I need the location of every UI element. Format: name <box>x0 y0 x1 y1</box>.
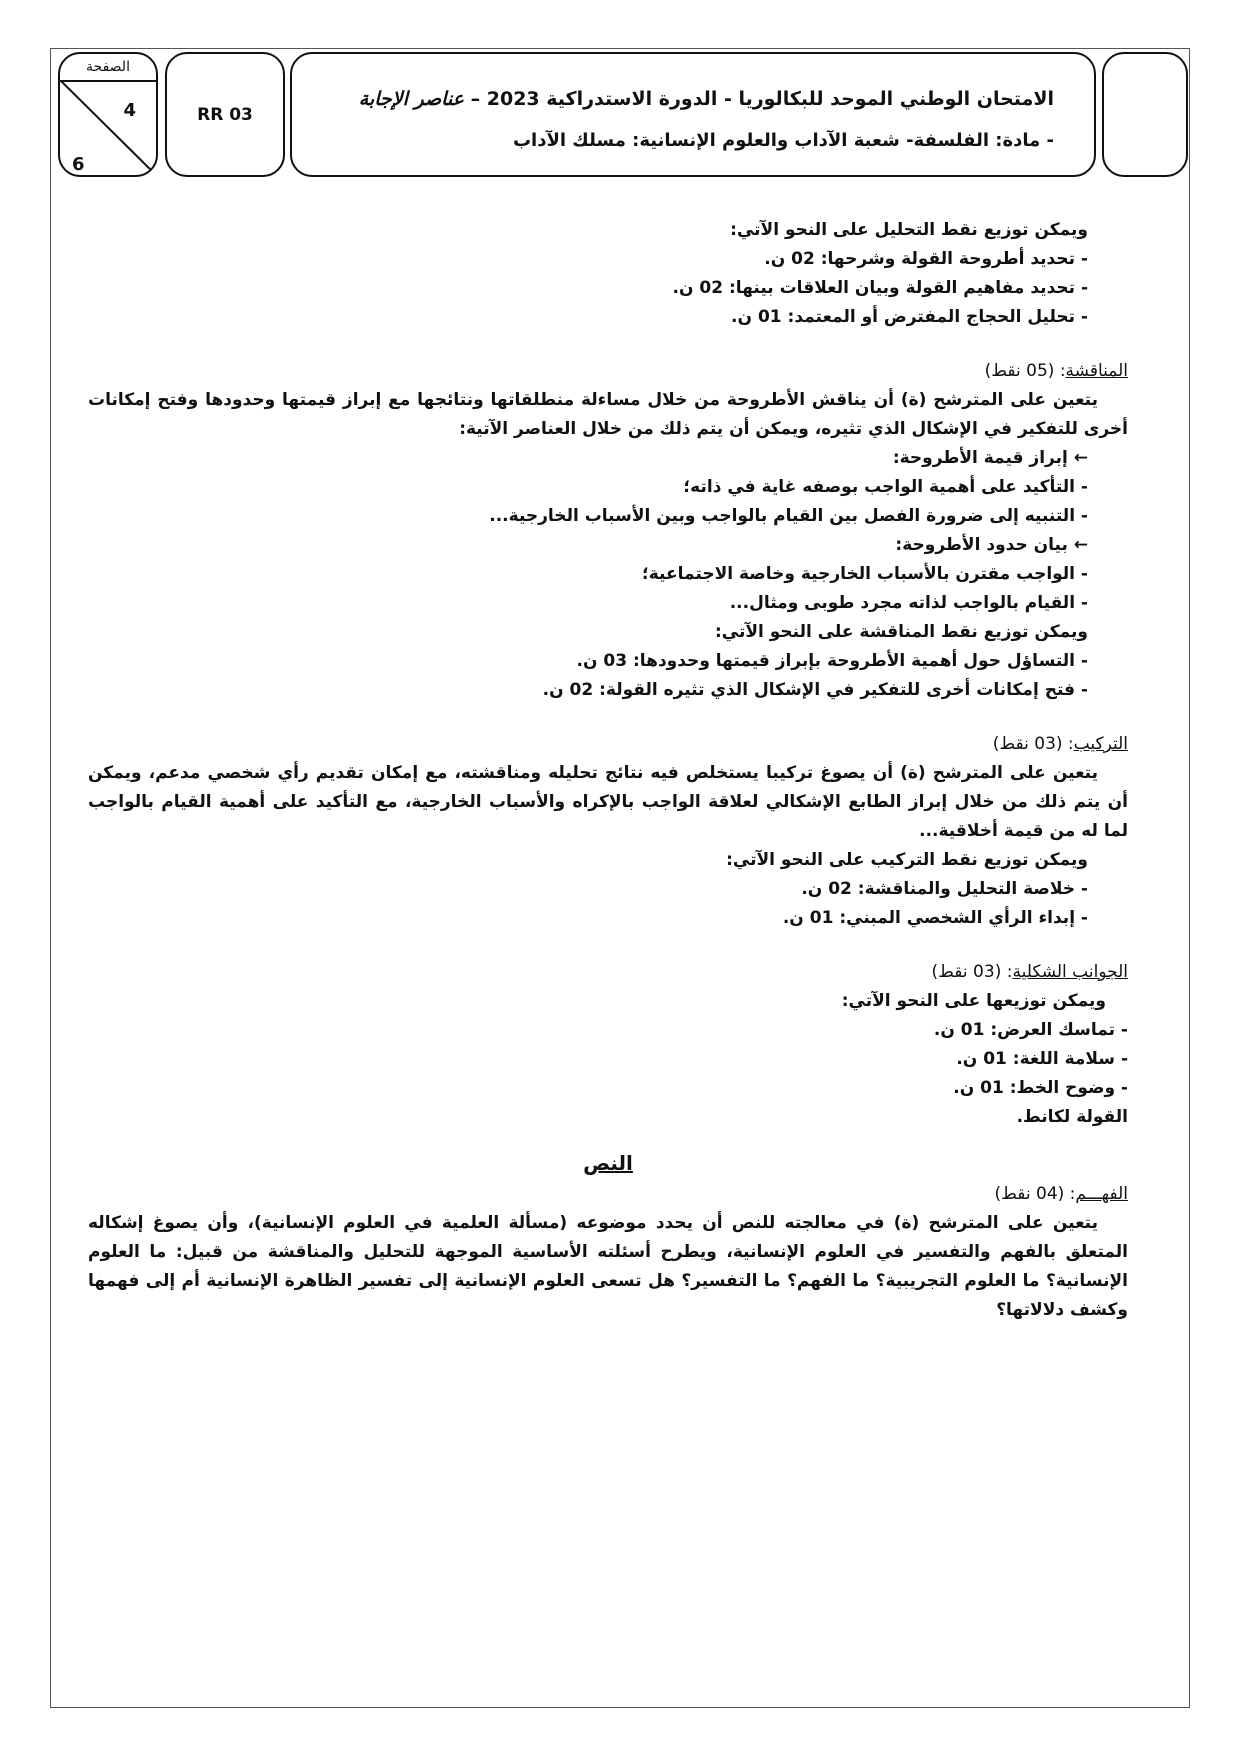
empty-box <box>1102 52 1188 177</box>
comprehension-paragraph: يتعين على المترشح (ة) في معالجته للنص أن يحدد موضوعه (مسألة العلمية في العلوم الإنسانية)، وأن يصوغ إشكاله المتعلق بالفهم والتفسير في العلوم الإنسانية، ويطرح أسئلته الأساسية الموجهة للتحليل والمناقشة من قبيل: ما العلوم الإنسانية؟ ما العلوم التجريبية؟ ما الفهم؟ ما التفسير؟ هل تسعى العلوم الإنسانية إلى تفسير الظاهرة الإنسانية أم إلى فهمها وكشف دلالاتها؟ <box>88 1213 1128 1320</box>
synthesis-distribution-intro: ويمكن توزيع نقط التركيب على النحو الآتي: <box>726 850 1088 870</box>
page-number: 4 <box>123 100 136 121</box>
limits-item: - الواجب مقترن بالأسباب الخارجية وخاصة الاجتماعية؛ <box>641 564 1088 584</box>
exam-code-box <box>165 52 285 177</box>
comprehension-points: : (04 نقط) <box>994 1184 1076 1204</box>
limits-heading: ← بيان حدود الأطروحة: <box>895 535 1088 555</box>
discussion-distribution-item: - فتح إمكانات أخرى للتفكير في الإشكال الذي تثيره القولة: 02 ن. <box>542 680 1088 700</box>
discussion-heading <box>88 357 1128 386</box>
discussion-distribution-intro: ويمكن توزيع نقط المناقشة على النحو الآتي: <box>714 622 1088 642</box>
title-accent: عناصر الإجابة <box>358 88 465 110</box>
synthesis-points: : (03 نقط) <box>992 734 1074 754</box>
title-line-2: - مادة: الفلسفة- شعبة الآداب والعلوم الإنسانية: مسلك الآداب <box>512 130 1054 151</box>
value-item: - التنبيه إلى ضرورة الفصل بين القيام بالواجب وبين الأسباب الخارجية... <box>489 506 1088 526</box>
title-box <box>290 52 1096 177</box>
comprehension-title: الفهـــم <box>1075 1184 1128 1204</box>
title-main: الامتحان الوطني الموحد للبكالوريا - الدورة الاستدراكية 2023 – <box>470 88 1054 110</box>
value-item: - التأكيد على أهمية الواجب بوصفه غاية في ذاته؛ <box>683 477 1088 497</box>
document-body <box>88 216 1128 1325</box>
formal-item: - سلامة اللغة: 01 ن. <box>956 1049 1128 1069</box>
formal-heading <box>88 958 1128 987</box>
quote-attribution: القولة لكانط. <box>1016 1107 1128 1127</box>
synthesis-paragraph: يتعين على المترشح (ة) أن يصوغ تركيبا يستخلص فيه نتائج تحليله ومناقشته، مع إمكان تقديم رأي شخصي مدعم، ويمكن أن يتم ذلك من خلال إبراز الطابع الإشكالي لعلاقة الواجب بالإكراه والأسباب الخارجية، مع التأكيد على أهمية القيام بالواجب لما له من قيمة أخلاقية... <box>88 763 1128 841</box>
formal-distribution-intro: ويمكن توزيعها على النحو الآتي: <box>841 991 1106 1011</box>
formal-points: : (03 نقط) <box>931 962 1013 982</box>
page-number-box <box>58 52 158 177</box>
page-label: الصفحة <box>60 54 156 82</box>
page-total: 6 <box>72 154 85 175</box>
analysis-item: - تحديد أطروحة القولة وشرحها: 02 ن. <box>764 249 1088 269</box>
formal-item: - تماسك العرض: 01 ن. <box>933 1020 1128 1040</box>
synthesis-title: التركيب <box>1073 734 1128 754</box>
limits-item: - القيام بالواجب لذاته مجرد طوبى ومثال... <box>729 593 1088 613</box>
formal-title: الجوانب الشكلية <box>1012 962 1128 982</box>
discussion-title: المناقشة <box>1065 361 1128 381</box>
synthesis-distribution-item: - إبداء الرأي الشخصي المبني: 01 ن. <box>782 908 1088 928</box>
synthesis-heading <box>88 730 1128 759</box>
value-heading: ← إبراز قيمة الأطروحة: <box>892 448 1088 468</box>
analysis-distribution-intro: ويمكن توزيع نقط التحليل على النحو الآتي: <box>730 220 1088 240</box>
analysis-item: - تحليل الحجاج المفترض أو المعتمد: 01 ن. <box>731 307 1088 327</box>
formal-item: - وضوح الخط: 01 ن. <box>953 1078 1128 1098</box>
synthesis-distribution-item: - خلاصة التحليل والمناقشة: 02 ن. <box>801 879 1088 899</box>
analysis-item: - تحديد مفاهيم القولة وبيان العلاقات بينها: 02 ن. <box>672 278 1088 298</box>
comprehension-heading <box>88 1180 1128 1209</box>
discussion-paragraph: يتعين على المترشح (ة) أن يناقش الأطروحة من خلال مساءلة منطلقاتها ونتائجها مع إبراز قيمتها وحدودها وفتح إمكانات أخرى للتفكير في الإشكال الذي تثيره، ويمكن أن يتم ذلك من خلال العناصر الآتية: <box>88 390 1128 439</box>
title-line-1 <box>359 88 1054 110</box>
discussion-points: : (05 نقط) <box>984 361 1066 381</box>
exam-code: RR 03 <box>197 104 253 125</box>
text-section-title: النص <box>583 1151 633 1175</box>
discussion-distribution-item: - التساؤل حول أهمية الأطروحة بإبراز قيمتها وحدودها: 03 ن. <box>576 651 1088 671</box>
